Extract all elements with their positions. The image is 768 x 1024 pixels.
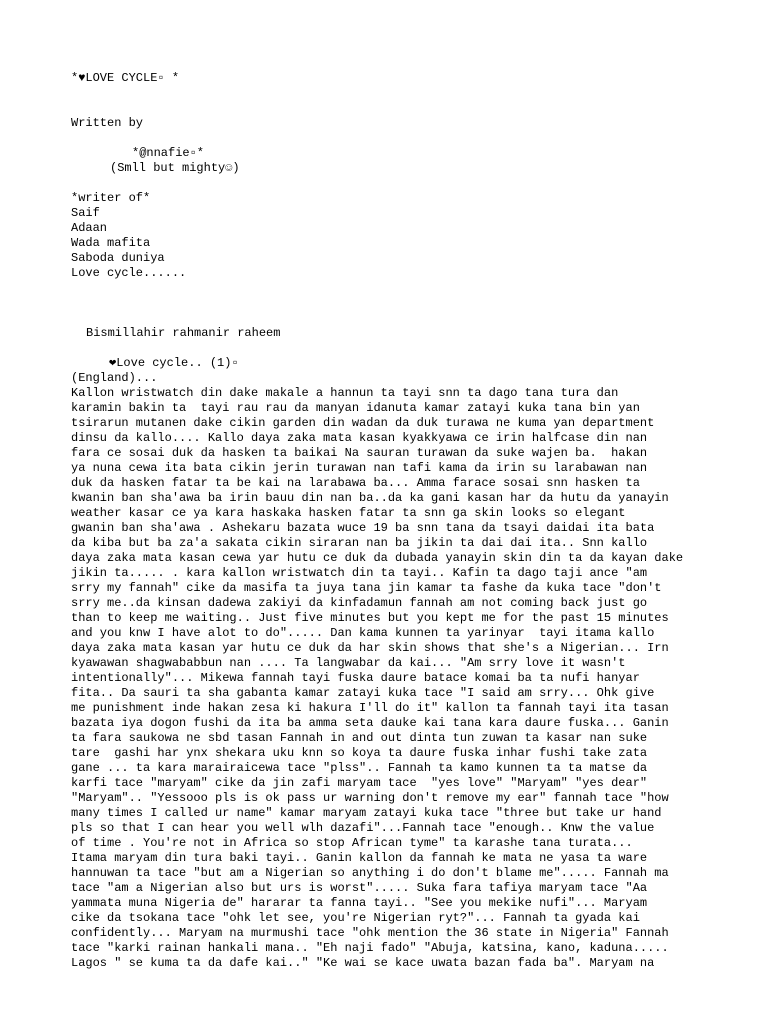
- body-line: bazata iya dogon fushi da ita ba amma seta dauke kai tana kara daure fuska... Ganin: [71, 716, 669, 730]
- body-line: Itama maryam din tura baki tayi.. Ganin kallon da fannah ke mata ne yasa ta ware: [71, 851, 648, 865]
- body-line: karamin bakin ta tayi rau rau da manyan idanuta kamar zatayi kuka tana bin yan: [71, 401, 640, 415]
- body-line: hannuwan ta tace "but am a Nigerian so anything i do don't blame me"..... Fannah ma: [71, 866, 669, 880]
- body-line: intentionally"... Mikewa fannah tayi fuska daure batace komai ba ta nufi hanyar: [71, 671, 640, 685]
- body-line: "Maryam".. "Yessooo pls is ok pass ur warning don't remove my ear" fannah tace "how: [71, 791, 669, 805]
- body-line: srry me..da kinsan dadewa zakiyi da kinfadamun fannah am not coming back just go: [71, 596, 648, 610]
- body-line: of time . You're not in Africa so stop African tyme" ta karashe tana turata...: [71, 836, 633, 850]
- works-item: Adaan: [71, 221, 108, 235]
- body-line: me punishment inde hakan zesa ki hakura I'll do it" kallon ta fannah tayi ita tasan: [71, 701, 669, 715]
- written-by-label: Written by: [71, 116, 144, 130]
- chapter-body: [71, 386, 711, 971]
- body-line: karfi tace "maryam" cike da jin zafi maryam tace "yes love" "Maryam" "yes dear": [71, 776, 648, 790]
- works-heading: *writer of*: [71, 191, 151, 205]
- body-line: gwanin ban sha'awa . Ashekaru bazata wuce 19 ba snn tana da tsayi daidai ita bata: [71, 521, 655, 535]
- body-line: dinsu da kallo.... Kallo daya zaka mata kasan kyakkyawa ce irin halfcase din nan: [71, 431, 648, 445]
- body-line: confidently... Maryam na murmushi tace "ohk mention the 36 state in Nigeria" Fannah: [71, 926, 669, 940]
- body-line: srry my fannah" cike da masifa ta juya tana jin kamar ta fashe da kuka tace "don't: [71, 581, 662, 595]
- body-line: tace "am a Nigerian also but urs is worst"..... Suka fara tafiya maryam tace "Aa: [71, 881, 648, 895]
- body-line: daya zaka mata kasan cewa yar hutu ce duk da dubada yanayin skin din ta da kayan dake: [71, 551, 684, 565]
- body-line: fita.. Da sauri ta sha gabanta kamar zatayi kuka tace "I said am srry... Ohk give: [71, 686, 655, 700]
- works-item: Love cycle......: [71, 266, 187, 280]
- body-line: and you knw I have alot to do"..... Dan kama kunnen ta yarinyar tayi itama kallo: [71, 626, 655, 640]
- chapter-heading: ❤Love cycle.. (1)▫: [109, 356, 239, 370]
- spacer: [71, 341, 711, 356]
- body-line: many times I called ur name" kamar maryam zatayi kuka tace "three but take ur hand: [71, 806, 662, 820]
- works-item: Wada mafita: [71, 236, 151, 250]
- works-item: Saif: [71, 206, 100, 220]
- body-line: kwanin ban sha'awa ba irin bauu din nan ba..da ka gani kasan har da hutu da yanayin: [71, 491, 669, 505]
- body-line: duk da hasken fatar ta be kai na larabawa ba... Amma farace sosai snn hasken ta: [71, 476, 640, 490]
- body-line: than to keep me waiting.. Just five minutes but you kept me for the past 15 minutes: [71, 611, 669, 625]
- document-page: [71, 71, 711, 971]
- body-line: jikin ta..... . kara kallon wristwatch din ta tayi.. Kafin ta dago taji ance "am: [71, 566, 648, 580]
- body-line: kyawawan shagwababbun nan .... Ta langwabar da kai... "Am srry love it wasn't: [71, 656, 626, 670]
- body-line: pls so that I can hear you well wlh dazafi"...Fannah tace "enough.. Knw the value: [71, 821, 655, 835]
- body-line: fara ce sosai duk da hasken ta baikai Na sauran turawan da suke wajen ba. hakan: [71, 446, 648, 460]
- body-line: yammata muna Nigeria de" hararar ta fanna tayi.. "See you mekike nufi"... Maryam: [71, 896, 648, 910]
- works-item: Saboda duniya: [71, 251, 165, 265]
- spacer: [71, 176, 711, 191]
- body-line: ta fara saukowa ne sbd tasan Fannah in and out dinta tun zuwan ta kasar nan suke: [71, 731, 648, 745]
- body-line: tace "karki rainan hankali mana.. "Eh naji fado" "Abuja, katsina, kano, kaduna.....: [71, 941, 669, 955]
- works-list: [71, 206, 711, 281]
- body-line: cike da tsokana tace "ohk let see, you're Nigerian ryt?"... Fannah ta gyada kai: [71, 911, 640, 925]
- body-line: gane ... ta kara marairaicewa tace "plss".. Fannah ta kamo kunnen ta ta matse da: [71, 761, 648, 775]
- body-line: tsirarun mutanen dake cikin garden din wadan da duk turawa ne kuma yan department: [71, 416, 655, 430]
- author-tagline: (Smll but mighty☺): [110, 161, 240, 175]
- body-line: tare gashi har ynx shekara uku knn so koya ta daure fuska inhar fushi take zata: [71, 746, 648, 760]
- body-line: da kiba but ba za'a sakata cikin siraran nan ba jikin ta dai dai ita.. Snn kallo: [71, 536, 648, 550]
- document-title: *♥LOVE CYCLE▫ *: [71, 71, 180, 85]
- spacer: [71, 86, 711, 116]
- body-line: weather kasar ce ya kara haskaka hasken fatar ta snn ga skin looks so elegant: [71, 506, 626, 520]
- body-line: ya nuna cewa ita bata cikin jerin turawan nan tafi kama da irin su larabawan nan: [71, 461, 648, 475]
- spacer: [71, 281, 711, 326]
- body-line: Kallon wristwatch din dake makale a hannun ta tayi snn ta dago tana tura dan: [71, 386, 619, 400]
- chapter-location: (England)...: [71, 371, 158, 385]
- author-name: *@nnafie▫*: [132, 146, 205, 160]
- body-line: Lagos " se kuma ta da dafe kai.." "Ke wai se kace uwata bazan fada ba". Maryam na: [71, 956, 655, 970]
- spacer: [71, 131, 711, 146]
- body-line: daya zaka mata kasan yar hutu ce duk da har skin shows that she's a Nigerian... Irn: [71, 641, 669, 655]
- bismillah-line: Bismillahir rahmanir raheem: [86, 326, 281, 340]
